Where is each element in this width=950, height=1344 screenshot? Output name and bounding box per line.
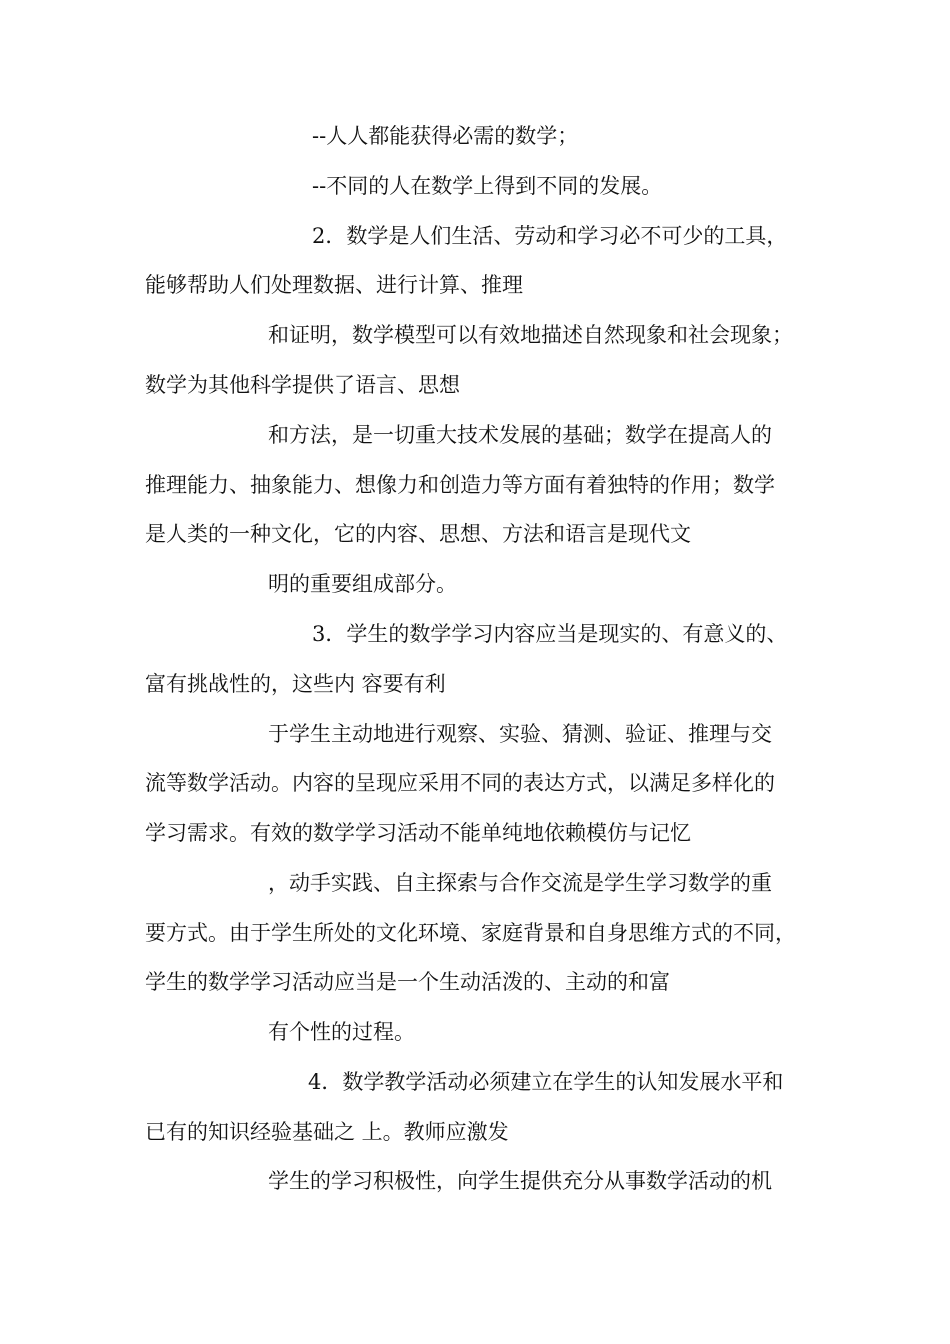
text-line: 数学为其他科学提供了语言、思想: [145, 373, 460, 397]
text-line: 学习需求。有效的数学学习活动不能单纯地依赖模仿与记忆: [145, 821, 691, 845]
text-line: 学生的学习积极性，向学生提供充分从事数学活动的机: [268, 1169, 772, 1193]
text-line: 富有挑战性的，这些内 容要有利: [145, 672, 446, 696]
text-line: 2．数学是人们生活、劳动和学习必不可少的工具，: [312, 224, 788, 248]
text-line: --人人都能获得必需的数学；: [312, 124, 579, 148]
text-line: 要方式。由于学生所处的文化环境、家庭背景和自身思维方式的不同，: [145, 921, 796, 945]
text-line: 推理能力、抽象能力、想像力和创造力等方面有着独特的作用；数学: [145, 473, 775, 497]
text-line: ，动手实践、自主探索与合作交流是学生学习数学的重: [268, 871, 772, 895]
text-line: 已有的知识经验基础之 上。教师应激发: [145, 1120, 509, 1144]
text-line: 明的重要组成部分。: [268, 572, 457, 596]
text-line: 于学生主动地进行观察、实验、猜测、验证、推理与交: [268, 722, 772, 746]
text-line: 3．学生的数学学习内容应当是现实的、有意义的、: [312, 622, 788, 646]
text-line: 有个性的过程。: [268, 1020, 415, 1044]
text-line: --不同的人在数学上得到不同的发展。: [312, 174, 663, 198]
text-line: 学生的数学学习活动应当是一个生动活泼的、主动的和富: [145, 970, 670, 994]
text-line: 是人类的一种文化，它的内容、思想、方法和语言是现代文: [145, 522, 691, 546]
text-line: 能够帮助人们处理数据、进行计算、推理: [145, 273, 523, 297]
text-line: 和证明，数学模型可以有效地描述自然现象和社会现象；: [268, 323, 793, 347]
text-line: 4．数学教学活动必须建立在学生的认知发展水平和: [308, 1070, 784, 1094]
text-line: 和方法，是一切重大技术发展的基础；数学在提高人的: [268, 423, 772, 447]
text-line: 流等数学活动。内容的呈现应采用不同的表达方式，以满足多样化的: [145, 771, 775, 795]
